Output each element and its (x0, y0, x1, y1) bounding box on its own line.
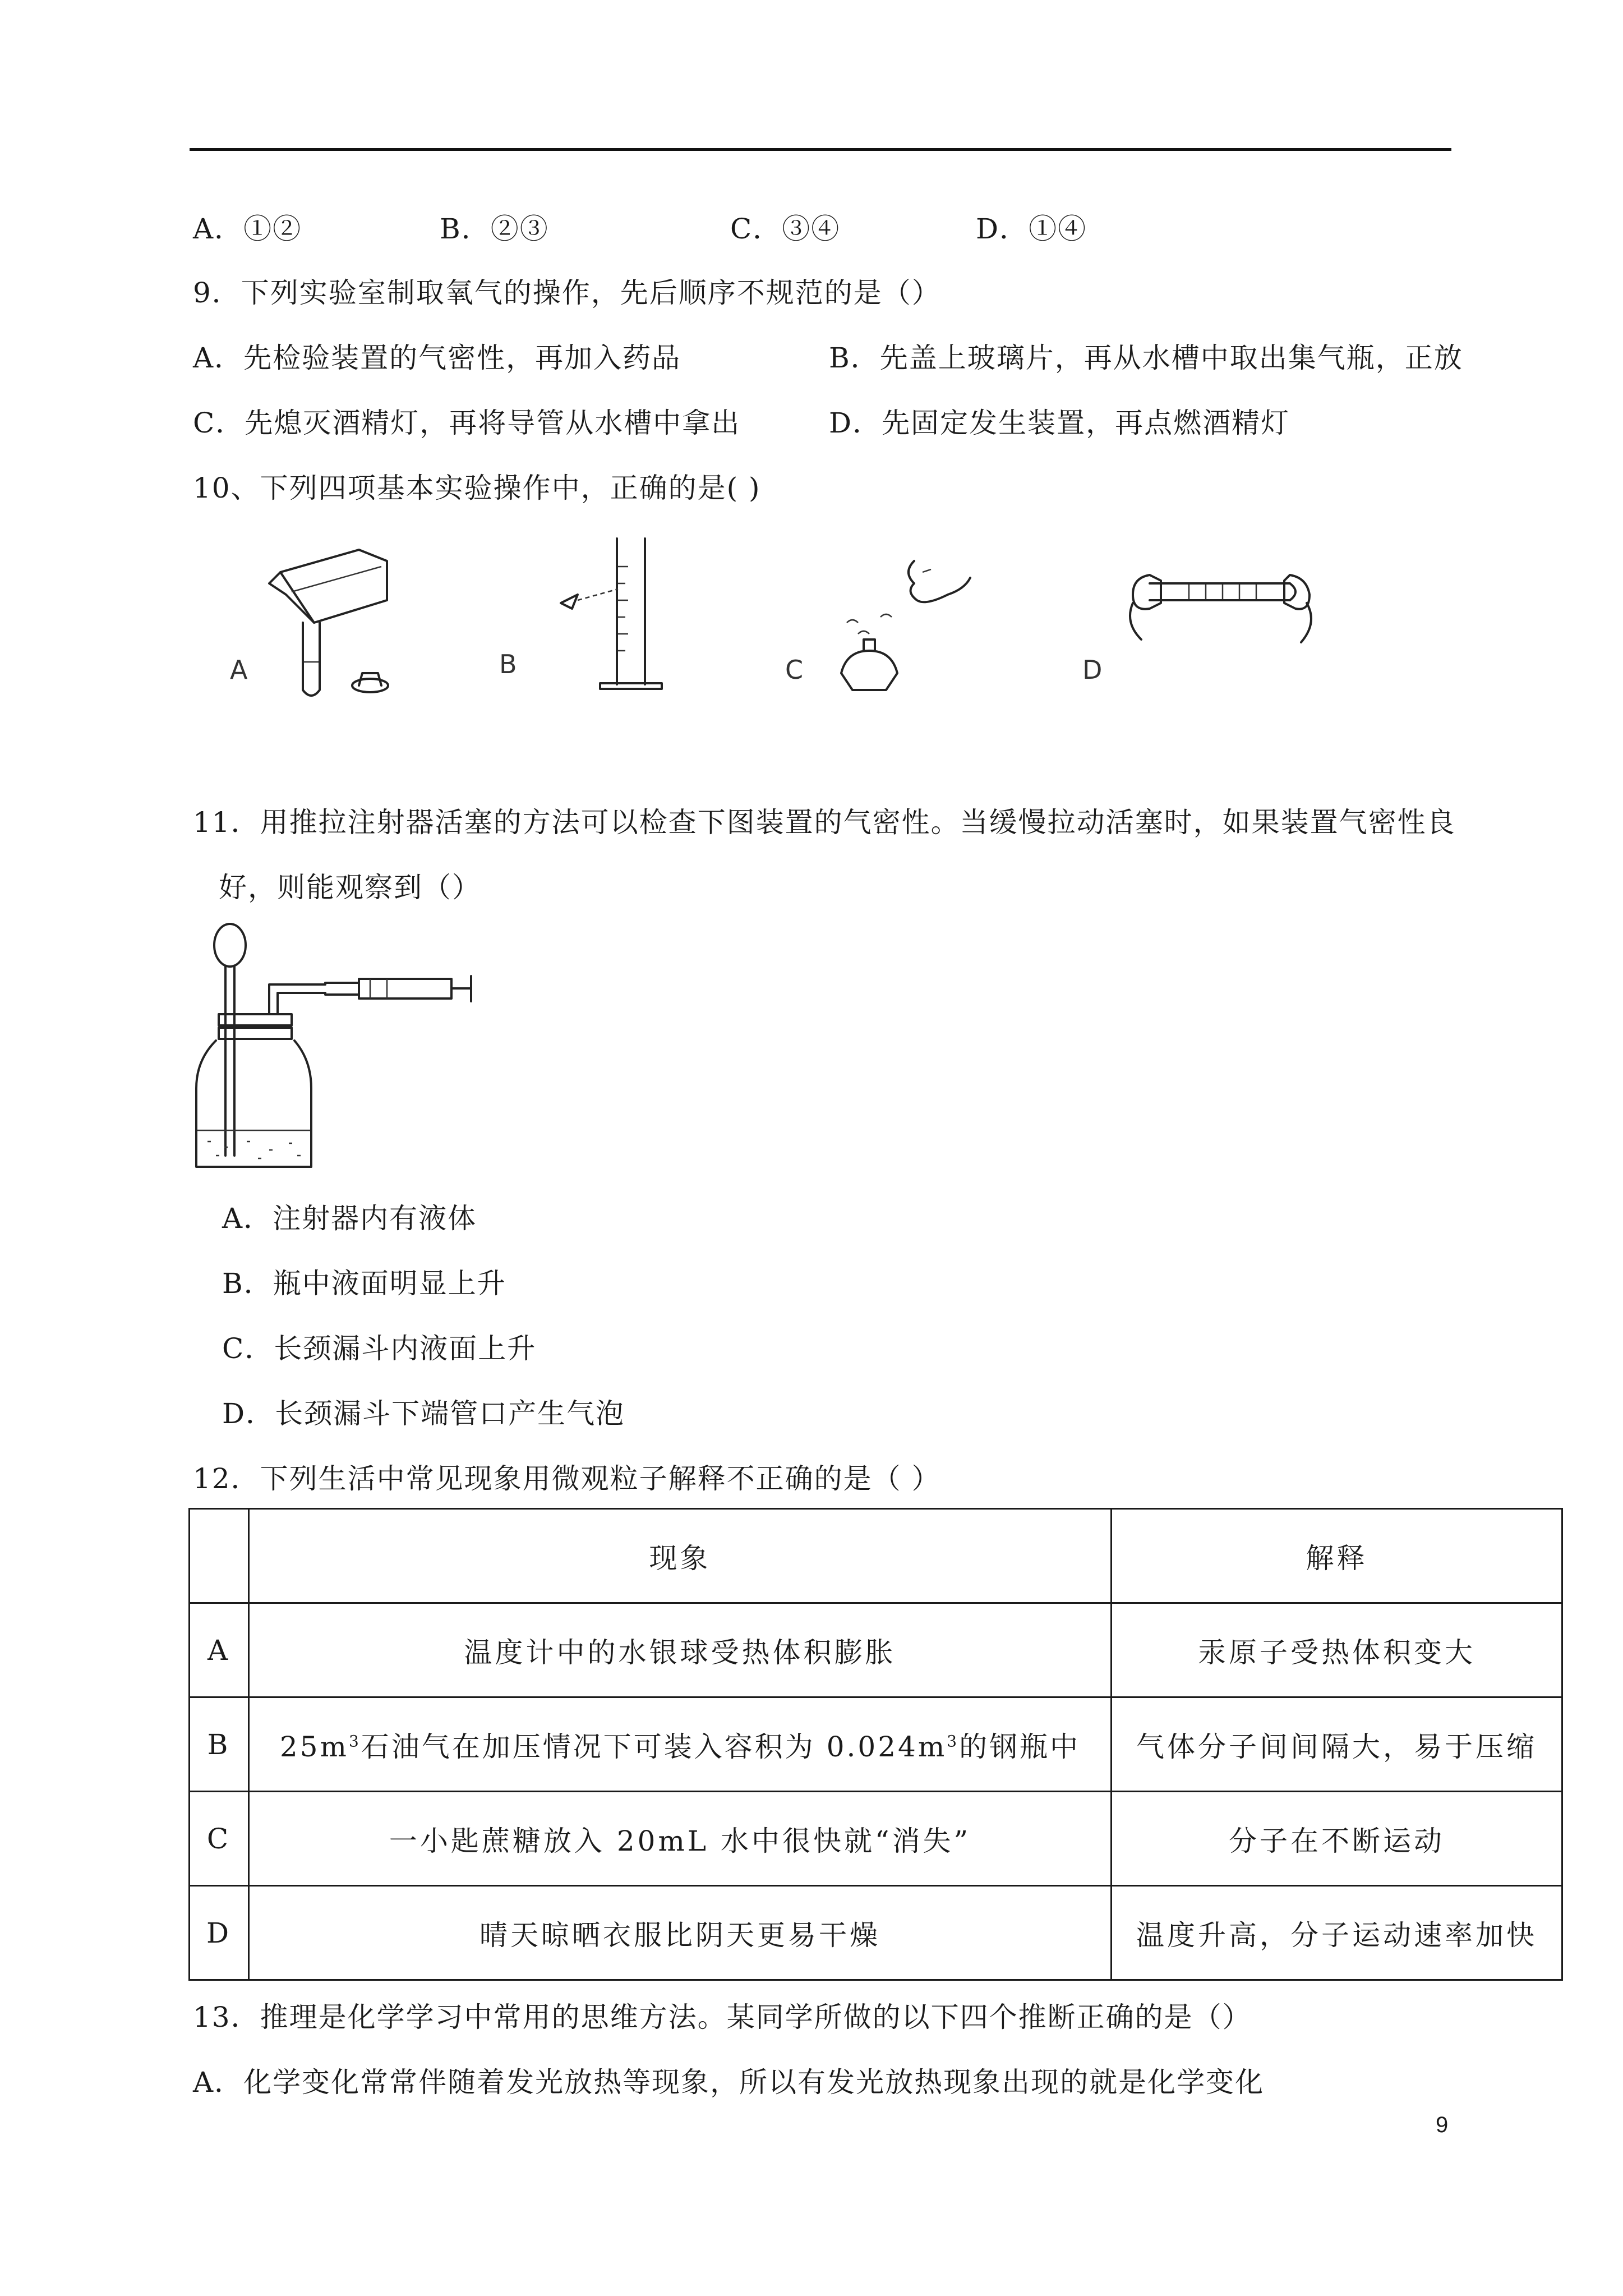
table-row (190, 1792, 1562, 1886)
row-phenomenon: 温度计中的水银球受热体积膨胀 (249, 1603, 1112, 1697)
q10-label-a: A (230, 655, 248, 685)
row-key: B (190, 1697, 249, 1792)
q12-table (188, 1508, 1563, 1981)
row-key: A (190, 1603, 249, 1697)
test-tube-illustration (303, 623, 320, 696)
table-corner-cell (190, 1509, 249, 1603)
q13-option-a: A．化学变化常常伴随着发光放热等现象，所以有发光放热现象出现的就是化学变化 (193, 2066, 1265, 2099)
q8-option-a: A．①② (193, 213, 302, 245)
q11-option-c: C．长颈漏斗内液面上升 (222, 1332, 537, 1365)
q12-stem: 12．下列生活中常见现象用微观粒子解释不正确的是（ ） (193, 1462, 941, 1495)
eye-illustration (561, 589, 618, 609)
q11-option-d: D．长颈漏斗下端管口产生气泡 (222, 1397, 625, 1430)
q8-option-b: B．②③ (440, 213, 549, 245)
row-explanation: 温度升高，分子运动速率加快 (1112, 1886, 1562, 1980)
graduated-cylinder-illustration (600, 539, 662, 689)
q9-option-a: A．先检验装置的气密性，再加入药品 (193, 342, 681, 374)
header-phenomenon: 现象 (249, 1509, 1112, 1603)
row-phenomenon: $25m^3$石油气在加压情况下可装入容积为 $0.024m^3$的钢瓶中 (249, 1697, 1112, 1792)
row-explanation: 汞原子受热体积变大 (1112, 1603, 1562, 1697)
row-phenomenon: 一小匙蔗糖放入 20mL 水中很快就“消失” (249, 1792, 1112, 1886)
row-phenomenon: 晴天晾晒衣服比阴天更易干燥 (249, 1886, 1112, 1980)
face-illustration (909, 561, 970, 602)
table-header-row (190, 1509, 1562, 1603)
hands-illustration (1130, 575, 1311, 642)
row-key: C (190, 1792, 249, 1886)
q13-stem: 13．推理是化学学习中常用的思维方法。某同学所做的以下四个推断正确的是（） (193, 2001, 1252, 2033)
row-key: D (190, 1886, 249, 1980)
header-rule (190, 148, 1451, 151)
q11-option-b: B．瓶中液面明显上升 (222, 1267, 506, 1300)
wide-mouth-bottle-illustration (196, 1041, 311, 1167)
q9-stem: 9．下列实验室制取氧气的操作，先后顺序不规范的是（） (193, 277, 941, 309)
row-explanation: 气体分子间间隔大，易于压缩 (1112, 1697, 1562, 1792)
q9-option-d: D．先固定发生装置，再点燃酒精灯 (829, 407, 1290, 439)
table-row (190, 1603, 1562, 1697)
gas-bottle-illustration (841, 614, 897, 690)
bottle-stopper-illustration (352, 673, 388, 692)
syringe-illustration (359, 976, 471, 1001)
table-row (190, 1697, 1562, 1792)
q11-option-a: A．注射器内有液体 (222, 1202, 477, 1235)
header-explanation: 解释 (1112, 1509, 1562, 1603)
rubber-stopper-illustration (219, 1014, 292, 1039)
page-number: 9 (1436, 2113, 1449, 2137)
reagent-bottle-illustration (269, 550, 387, 623)
q10-label-b: B (499, 649, 517, 679)
q10-figure-a (219, 539, 421, 709)
delivery-tube-illustration (269, 983, 359, 1014)
row-explanation: 分子在不断运动 (1112, 1792, 1562, 1886)
q8-options (193, 212, 1090, 246)
q11-apparatus-figure (191, 920, 482, 1186)
q10-label-c: C (785, 655, 804, 685)
q10-label-d: D (1082, 655, 1103, 685)
q11-stem-line2: 好，则能观察到（） (219, 871, 481, 904)
q11-stem-line1: 11．用推拉注射器活塞的方法可以检查下图装置的气密性。当缓慢拉动活塞时，如果装置气密性良 (193, 806, 1456, 839)
q10-figure-b (488, 533, 690, 709)
q10-figure-d (1077, 550, 1346, 703)
table-row (190, 1886, 1562, 1980)
q8-option-d: D．①④ (976, 213, 1087, 245)
q9-option-b: B．先盖上玻璃片，再从水槽中取出集气瓶，正放 (829, 342, 1463, 374)
q10-figure-c (785, 539, 987, 709)
q8-option-c: C．③④ (730, 213, 841, 245)
q10-stem: 10、下列四项基本实验操作中，正确的是( ) (193, 472, 761, 504)
horizontal-test-tube-illustration (1150, 583, 1295, 600)
q9-option-c: C．先熄灭酒精灯，再将导管从水槽中拿出 (193, 407, 741, 439)
